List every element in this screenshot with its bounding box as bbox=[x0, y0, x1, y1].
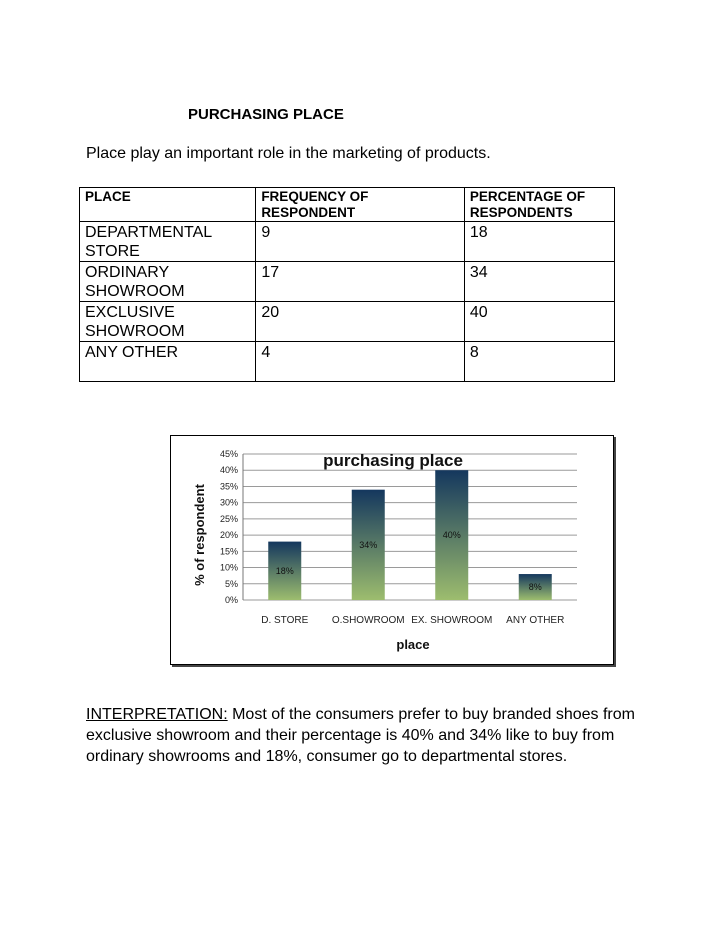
table-header-row bbox=[80, 188, 615, 222]
page-heading: PURCHASING PLACE bbox=[188, 106, 344, 123]
intro-text: Place play an important role in the marketing of products. bbox=[86, 145, 491, 162]
interpretation-text: Most of the consumers prefer to buy branded shoes from exclusive showroom and their percentage is 40% and 34% like to buy from ordinary showrooms and 18%, consumer go to departmental stores. bbox=[86, 706, 635, 765]
x-tick-label: ANY OTHER bbox=[506, 615, 565, 626]
cell-frequency: 17 bbox=[256, 262, 465, 302]
cell-place: ORDINARY SHOWROOM bbox=[80, 262, 256, 302]
cell-percentage: 8 bbox=[464, 342, 614, 382]
y-tick-label: 10% bbox=[219, 562, 238, 573]
purchasing-place-table bbox=[79, 187, 615, 382]
table-row bbox=[80, 342, 615, 382]
y-tick-label: 40% bbox=[219, 465, 238, 476]
chart-title: purchasing place bbox=[323, 451, 463, 470]
x-tick-label: O.SHOWROOM bbox=[331, 615, 405, 626]
cell-frequency: 9 bbox=[256, 222, 465, 262]
cell-percentage: 34 bbox=[464, 262, 614, 302]
table-row bbox=[80, 262, 615, 302]
cell-percentage: 40 bbox=[464, 302, 614, 342]
cell-frequency: 20 bbox=[256, 302, 465, 342]
interpretation-label: INTERPRETATION: bbox=[86, 706, 228, 723]
cell-place: ANY OTHER bbox=[80, 342, 256, 382]
chart-container bbox=[170, 435, 614, 665]
table-row bbox=[80, 302, 615, 342]
data-label: 18% bbox=[275, 565, 294, 576]
x-tick-label: D. STORE bbox=[261, 615, 309, 626]
cell-place: DEPARTMENTAL STORE bbox=[80, 222, 256, 262]
header-percentage: PERCENTAGE OF RESPONDENTS bbox=[464, 188, 614, 222]
y-tick-label: 30% bbox=[219, 497, 238, 508]
bar-chart bbox=[171, 436, 613, 664]
x-axis-label: place bbox=[396, 637, 430, 652]
header-frequency: FREQUENCY OF RESPONDENT bbox=[256, 188, 465, 222]
y-tick-label: 20% bbox=[219, 530, 238, 541]
data-label: 40% bbox=[442, 530, 461, 541]
y-tick-label: 15% bbox=[219, 546, 238, 557]
cell-percentage: 18 bbox=[464, 222, 614, 262]
interpretation-paragraph bbox=[86, 704, 646, 767]
data-label: 8% bbox=[528, 582, 542, 593]
y-tick-label: 25% bbox=[219, 513, 238, 524]
table-row bbox=[80, 222, 615, 262]
x-tick-label: EX. SHOWROOM bbox=[411, 615, 493, 626]
header-place: PLACE bbox=[80, 188, 256, 222]
y-tick-label: 35% bbox=[219, 481, 238, 492]
cell-frequency: 4 bbox=[256, 342, 465, 382]
data-label: 34% bbox=[359, 539, 378, 550]
y-axis-label: % of respondent bbox=[192, 484, 207, 586]
y-tick-label: 45% bbox=[219, 449, 238, 459]
cell-place: EXCLUSIVE SHOWROOM bbox=[80, 302, 256, 342]
y-tick-label: 0% bbox=[224, 595, 238, 605]
y-tick-label: 5% bbox=[224, 578, 238, 589]
